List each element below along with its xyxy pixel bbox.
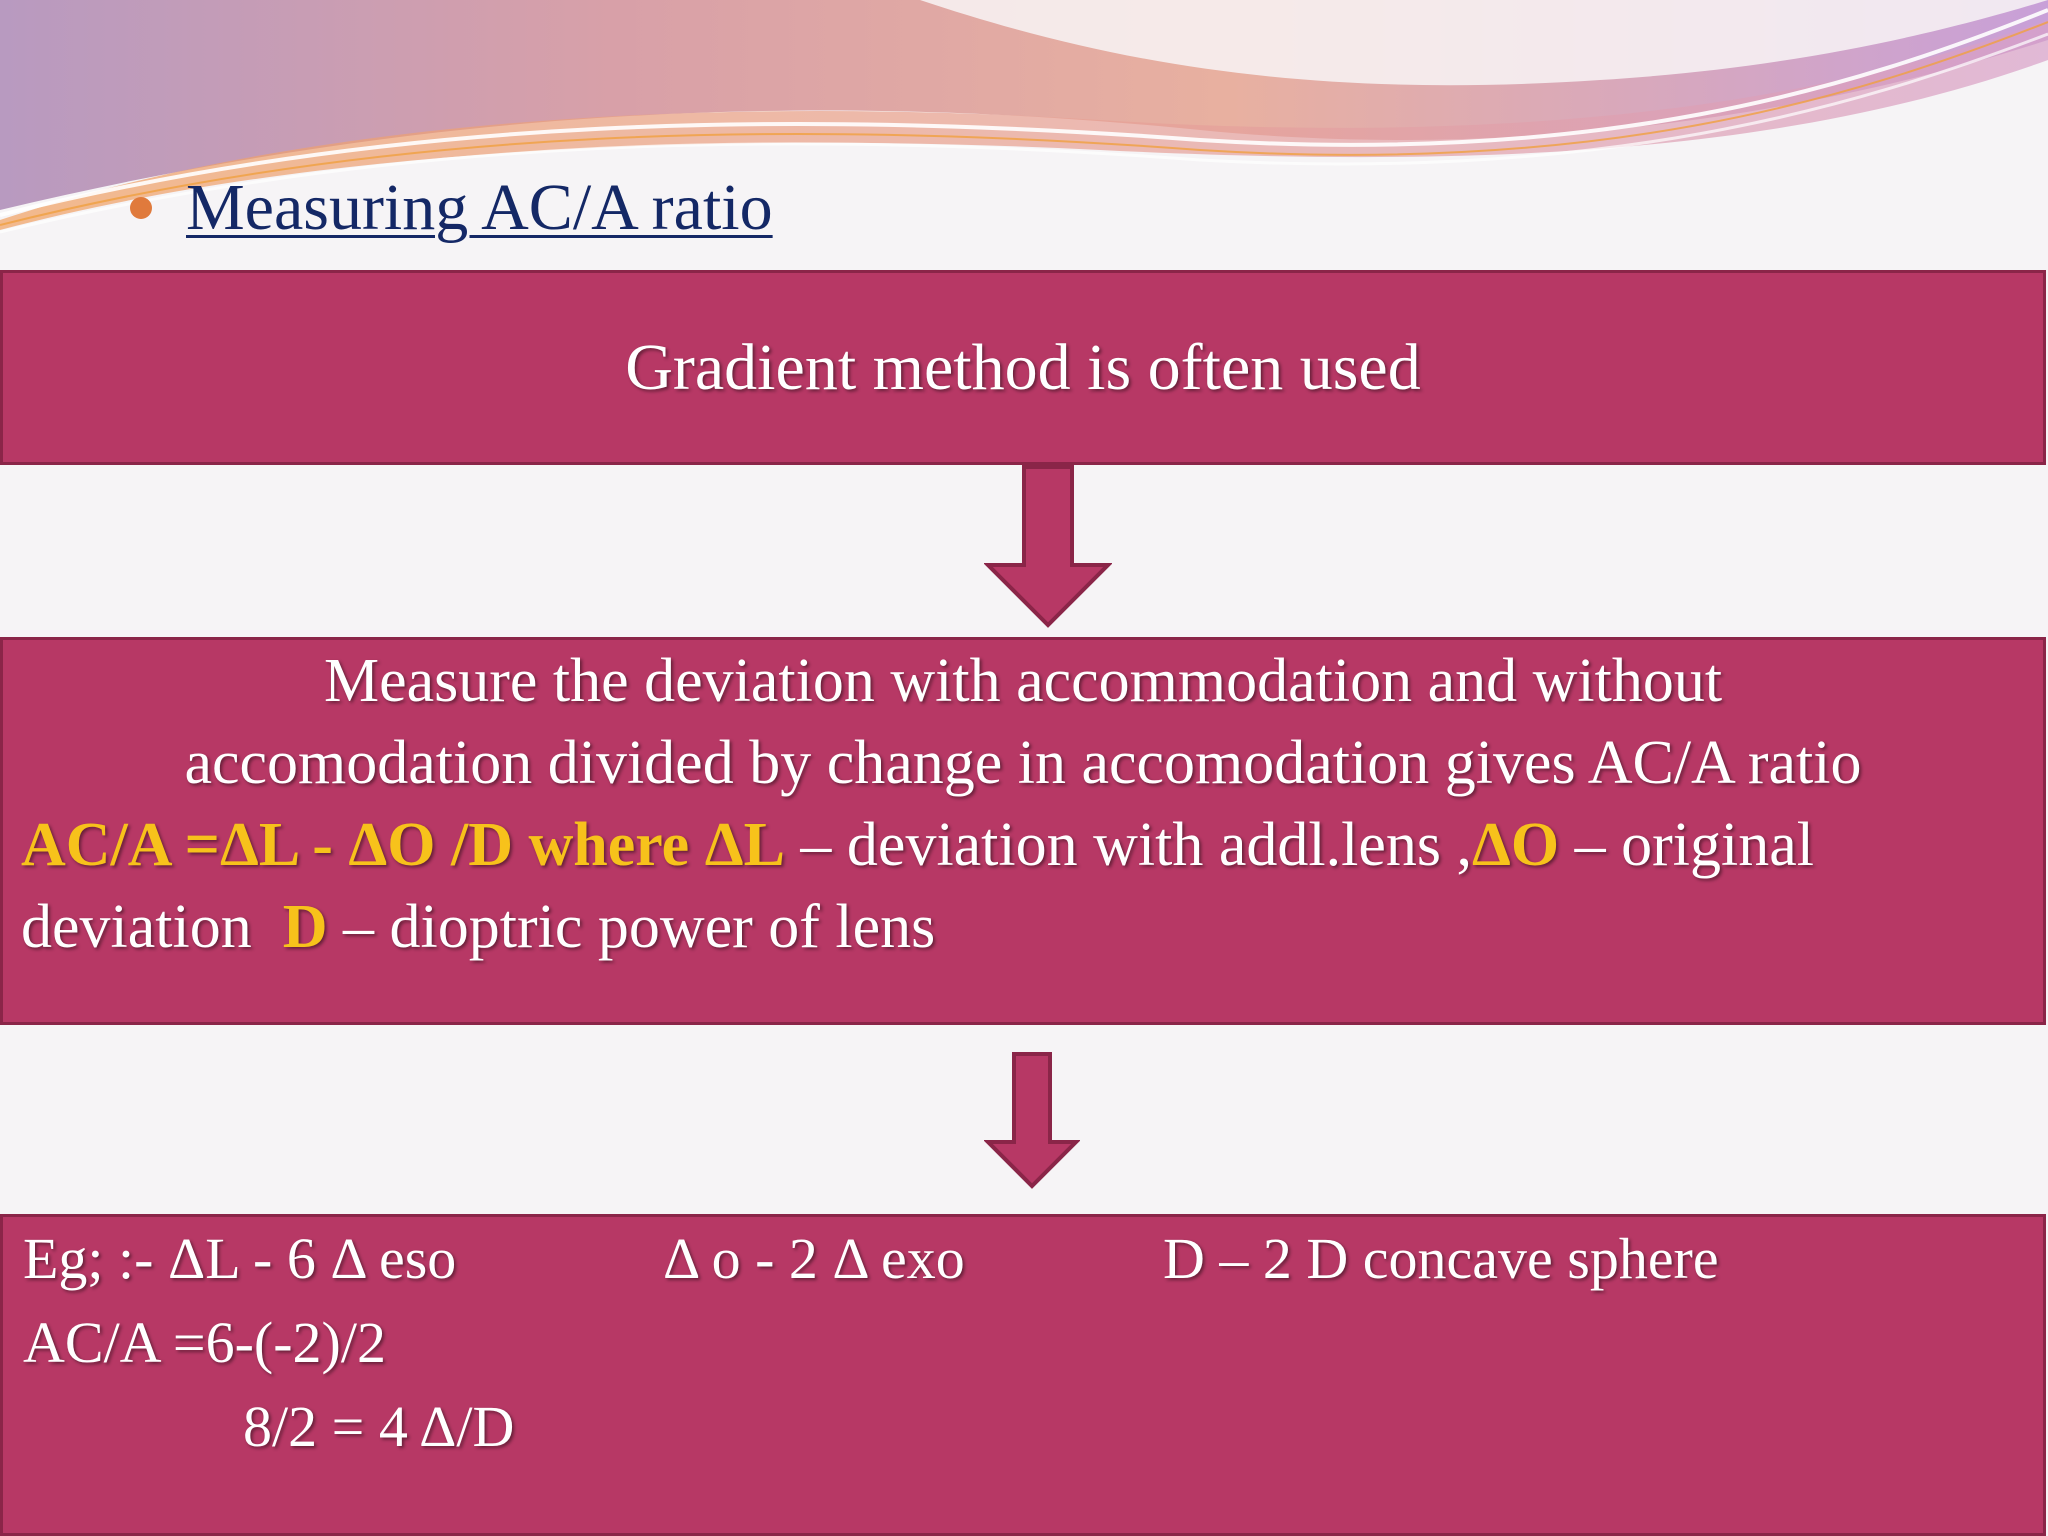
delta-o-definition: – original	[1559, 811, 1814, 879]
deviation-word: deviation	[21, 893, 252, 961]
d-symbol: D	[282, 893, 328, 961]
bullet-icon	[130, 197, 152, 219]
delta-l-definition: – deviation with addl.lens ,	[784, 811, 1472, 879]
down-arrow-icon-2	[984, 1052, 1080, 1190]
heading-text: Measuring AC/A ratio	[186, 171, 773, 244]
calculation-line-1: AC/A =6-(-2)/2	[23, 1310, 386, 1375]
example-box	[0, 1214, 2046, 1536]
down-arrow-icon	[984, 465, 1112, 629]
example-d: D – 2 D concave sphere	[1163, 1226, 1719, 1291]
example-delta-o: Δ o - 2 Δ exo	[663, 1226, 965, 1291]
formula-line	[21, 804, 2025, 886]
formula-text: AC/A =ΔL - ΔO /D where ΔL	[21, 811, 785, 879]
example-line	[23, 1217, 2023, 1301]
slide-heading	[130, 170, 773, 246]
delta-o-symbol: ΔO	[1471, 811, 1560, 879]
d-definition: – dioptric power of lens	[327, 893, 936, 961]
measurement-description-box	[0, 637, 2046, 1025]
gradient-method-text: Gradient method is often used	[625, 330, 1421, 404]
calculation-line-2: 8/2 = 4 Δ/D	[243, 1394, 515, 1459]
description-line-1: Measure the deviation with accommodation and without	[323, 647, 1723, 715]
definition-line	[21, 886, 2025, 968]
description-line-2: accomodation divided by change in accomodation gives AC/A ratio	[184, 729, 1862, 797]
example-delta-l: Eg; :- ΔL - 6 Δ eso	[23, 1226, 457, 1291]
gradient-method-box	[0, 270, 2046, 465]
